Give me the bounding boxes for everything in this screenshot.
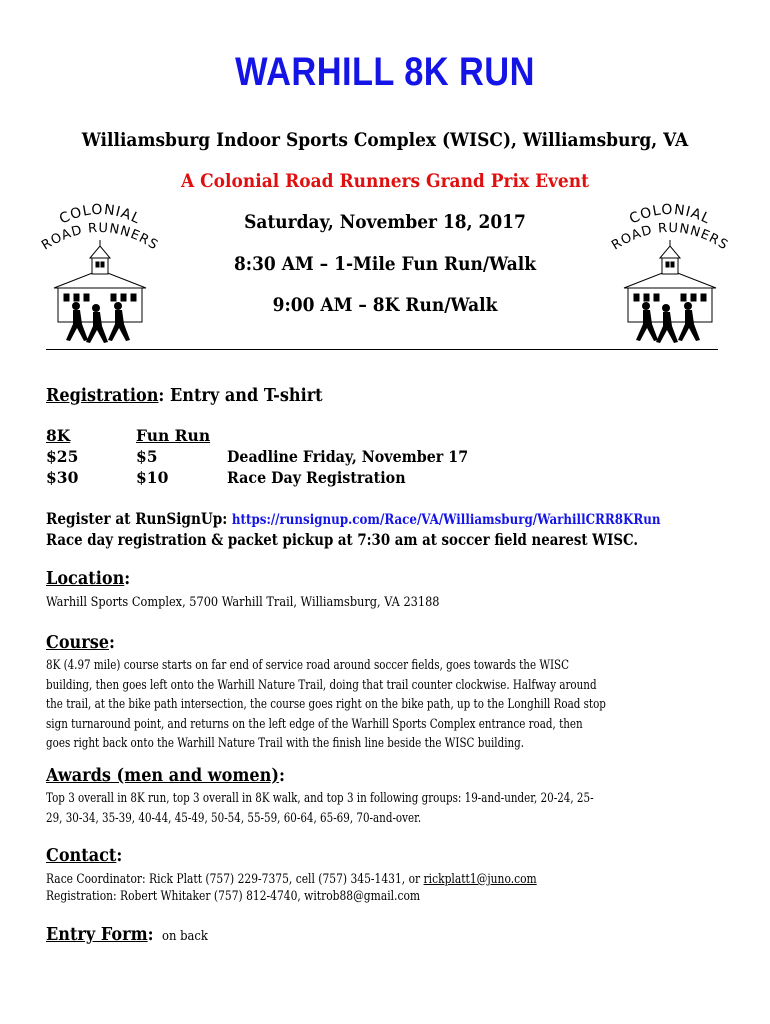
col-fun-run-header: Fun Run (136, 426, 211, 445)
course-line: building, then goes left onto the Warhill Nature Trail, doing that trail counter clockwise. Halfway around (46, 676, 597, 692)
col-8k-header: 8K (46, 426, 71, 445)
runsignup-link[interactable]: https://runsignup.com/Race/VA/Williamsburg/WarhillCRR8KRun (231, 512, 661, 528)
location-text: Warhill Sports Complex, 5700 Warhill Trail, Williamsburg, VA 23188 (46, 594, 440, 609)
venue-line: Williamsburg Indoor Sports Complex (WISC), Williamsburg, VA (81, 130, 689, 151)
register-label: Register at RunSignUp: (46, 509, 228, 528)
contact-heading: Contact: (46, 846, 123, 866)
awards-line: Top 3 overall in 8K run, top 3 overall in 8K walk, and top 3 in following groups: 19-and-under, 20-24, 25- (46, 790, 594, 805)
svg-text:COLONIAL: COLONIAL (627, 201, 714, 228)
course-line: 8K (4.97 mile) course starts on far end of service road around soccer fields, goes towards the WISC (46, 657, 570, 672)
course-heading: Course: (46, 633, 115, 653)
fee-8k-raceday: $30 (46, 468, 79, 487)
entry-form-note: on back (161, 928, 208, 943)
course-description (46, 655, 606, 753)
deadline-text: Deadline Friday, November 17 (227, 447, 469, 466)
svg-text:COLONIAL: COLONIAL (57, 201, 144, 228)
entry-form-line: Entry Form: on back (46, 925, 208, 945)
header-divider (46, 349, 718, 350)
fun-run-time: 8:30 AM – 1-Mile Fun Run/Walk (233, 254, 537, 275)
contact-registration: Registration: Robert Whitaker (757) 812-4740, witrob88@gmail.com (46, 888, 421, 903)
course-line: sign turnaround point, and returns on the left edge of the Warhill Sports Complex entrance road, then (46, 715, 583, 731)
contact-coordinator: Race Coordinator: Rick Platt (757) 229-7375, cell (757) 345-1431, or rickplatt1@juno.com (46, 871, 537, 886)
8k-run-time: 9:00 AM – 8K Run/Walk (272, 295, 498, 316)
page-title: WARHILL 8K RUN (235, 50, 535, 94)
colonial-road-runners-logo-left (30, 200, 170, 350)
register-line (46, 509, 661, 528)
awards-heading: Awards (men and women): (46, 766, 285, 786)
svg-text:ROAD RUNNERS: ROAD RUNNERS (39, 220, 161, 254)
course-line: goes right back onto the Warhill Nature Trail with the finish line beside the WISC building. (46, 735, 525, 750)
raceday-registration-text: Race Day Registration (227, 468, 406, 487)
grand-prix-subtitle: A Colonial Road Runners Grand Prix Event (181, 171, 589, 192)
fee-fun-run-early: $5 (136, 447, 158, 466)
event-date: Saturday, November 18, 2017 (244, 212, 526, 233)
location-heading: Location: (46, 569, 131, 589)
fee-8k-early: $25 (46, 447, 79, 466)
entry-form-heading: Entry Form (46, 925, 148, 945)
fee-fun-run-raceday: $10 (136, 468, 169, 487)
raceday-pickup-note: Race day registration & packet pickup at 7:30 am at soccer field nearest WISC. (46, 530, 638, 549)
svg-text:ROAD RUNNERS: ROAD RUNNERS (609, 220, 731, 254)
coordinator-email-link[interactable]: rickplatt1@juno.com (423, 871, 537, 886)
colonial-road-runners-logo-right (600, 200, 740, 350)
registration-heading: Registration: Entry and T-shirt (46, 386, 323, 406)
awards-description (46, 788, 594, 827)
course-line: the trail, at the bike path intersection, the course goes right on the bike path, up to the Longhill Road stop (46, 696, 606, 711)
awards-line: 29, 30-34, 35-39, 40-44, 45-49, 50-54, 55-59, 60-64, 65-69, 70-and-over. (46, 809, 422, 825)
